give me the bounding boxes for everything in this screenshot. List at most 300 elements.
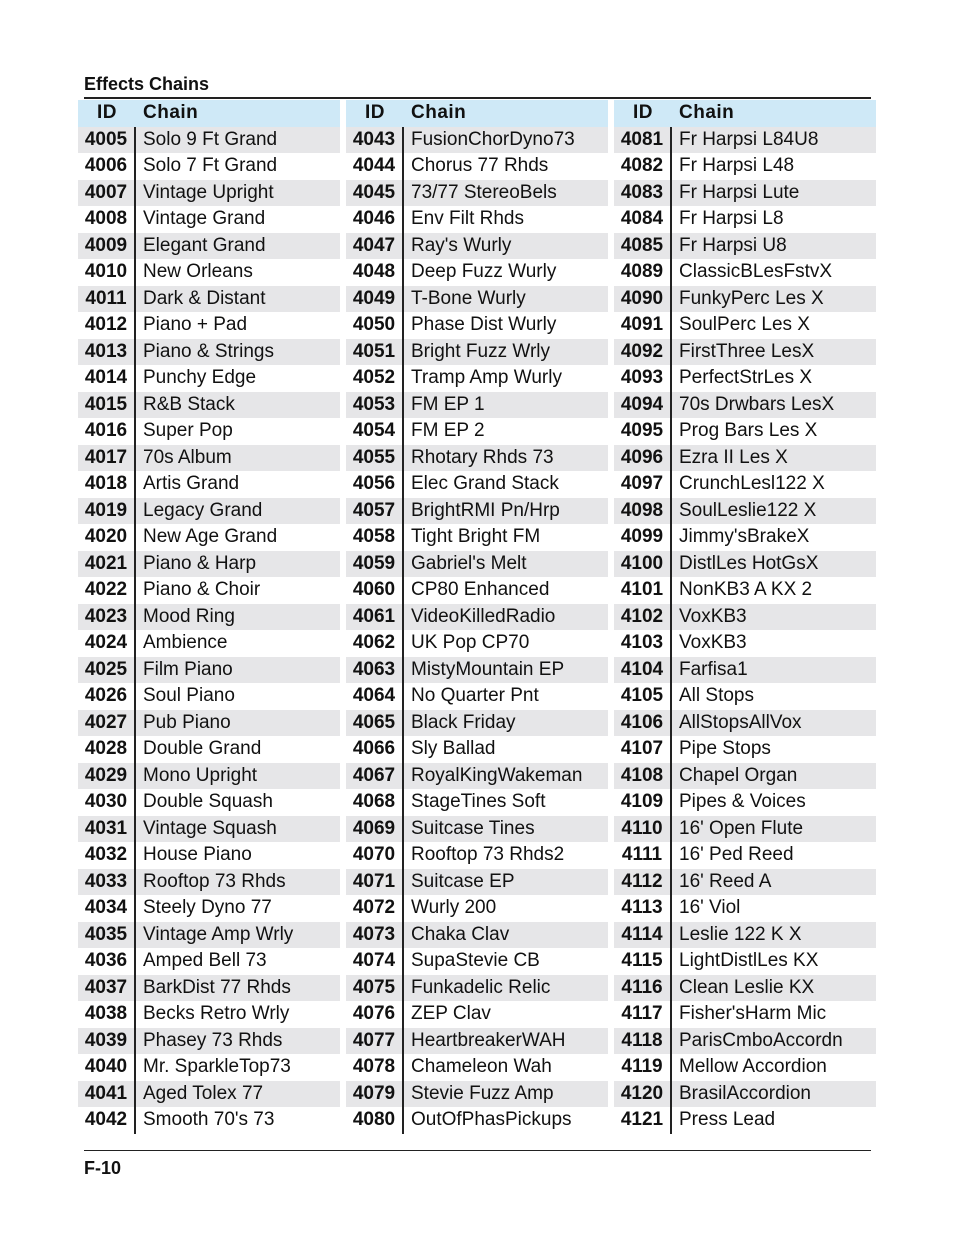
table-row [346, 948, 608, 975]
table-row [346, 286, 608, 313]
table-row [614, 206, 876, 233]
chain-name: Clean Leslie KX [679, 976, 815, 998]
chain-name: AllStopsAllVox [679, 711, 802, 733]
table-row [346, 1081, 608, 1108]
chain-name: Env Filt Rhds [411, 208, 524, 229]
chain-id: 4034 [78, 895, 136, 922]
table-row [78, 763, 340, 790]
table-row [346, 789, 608, 816]
table-row [78, 445, 340, 472]
table-row [614, 736, 876, 763]
table-row [78, 524, 340, 551]
chain-name: Phase Dist Wurly [411, 314, 557, 335]
table-row [346, 1001, 608, 1028]
chain-id: 4033 [78, 869, 136, 896]
chain-id: 4074 [346, 948, 404, 975]
chain-id: 4007 [78, 180, 136, 207]
chain-id: 4083 [614, 180, 672, 207]
table-header-row [346, 100, 608, 127]
table-row [614, 577, 876, 604]
chain-id: 4071 [346, 869, 404, 896]
table-row [346, 206, 608, 233]
chain-id: 4026 [78, 683, 136, 710]
chain-id: 4116 [614, 975, 672, 1002]
section-title: Effects Chains [84, 74, 210, 94]
chain-name: New Age Grand [143, 526, 278, 547]
chain-name: Piano & Harp [143, 552, 257, 574]
chain-id: 4103 [614, 630, 672, 657]
chain-name: Rhotary Rhds 73 [411, 446, 554, 468]
chain-name: 73/77 StereoBels [411, 181, 557, 203]
chain-name: Piano + Pad [143, 314, 248, 335]
chain-id: 4091 [614, 312, 672, 339]
chain-id: 4058 [346, 524, 404, 551]
chain-name: 70s Album [143, 446, 232, 468]
chain-name: Rooftop 73 Rhds [143, 870, 286, 892]
table-row [78, 948, 340, 975]
chain-name: SupaStevie CB [411, 950, 540, 971]
bottom-divider [84, 1150, 871, 1151]
chain-id: 4056 [346, 471, 404, 498]
table-row [614, 869, 876, 896]
table-row [78, 895, 340, 922]
chain-name: OutOfPhasPickups [411, 1109, 572, 1130]
chain-id: 4057 [346, 498, 404, 525]
chain-id: 4066 [346, 736, 404, 763]
table-row [78, 233, 340, 260]
chain-id: 4006 [78, 153, 136, 180]
chain-name: LightDistlLes KX [679, 950, 819, 971]
table-row [346, 1054, 608, 1081]
table-row [614, 259, 876, 286]
chain-name: Soul Piano [143, 685, 235, 706]
chain-id: 4082 [614, 153, 672, 180]
table-row [78, 286, 340, 313]
chain-id: 4041 [78, 1081, 136, 1108]
chain-id: 4067 [346, 763, 404, 790]
chain-name: FirstThree LesX [679, 340, 815, 362]
chain-id: 4076 [346, 1001, 404, 1028]
chain-id: 4030 [78, 789, 136, 816]
chain-name: Pipe Stops [679, 738, 771, 759]
chain-id: 4037 [78, 975, 136, 1002]
chain-name: Vintage Amp Wrly [143, 923, 294, 945]
chain-name: Amped Bell 73 [143, 950, 267, 971]
chain-id: 4047 [346, 233, 404, 260]
chain-id: 4079 [346, 1081, 404, 1108]
table-header-row [614, 100, 876, 127]
table-column-2 [346, 100, 608, 1134]
chain-name: Super Pop [143, 420, 233, 441]
chain-id: 4031 [78, 816, 136, 843]
chain-id: 4017 [78, 445, 136, 472]
chain-name: Mood Ring [143, 605, 235, 627]
chain-id: 4099 [614, 524, 672, 551]
chain-id: 4036 [78, 948, 136, 975]
table-row [78, 710, 340, 737]
table-row [78, 816, 340, 843]
table-row [614, 683, 876, 710]
chain-id: 4078 [346, 1054, 404, 1081]
chain-name: Wurly 200 [411, 897, 497, 918]
chain-id: 4063 [346, 657, 404, 684]
chain-id: 4105 [614, 683, 672, 710]
chain-name: Smooth 70's 73 [143, 1109, 275, 1130]
table-row [346, 233, 608, 260]
header-chain: Chain [411, 102, 467, 123]
chain-name: FM EP 2 [411, 420, 485, 441]
table-row [78, 259, 340, 286]
chain-name: Black Friday [411, 711, 516, 733]
chain-name: CrunchLesl122 X [679, 473, 825, 494]
table-row [346, 1107, 608, 1134]
table-row [78, 180, 340, 207]
chain-name: Mr. SparkleTop73 [143, 1056, 291, 1077]
chain-id: 4069 [346, 816, 404, 843]
table-row [614, 471, 876, 498]
chain-name: Jimmy'sBrakeX [679, 526, 810, 547]
chain-id: 4054 [346, 418, 404, 445]
chain-name: PerfectStrLes X [679, 367, 813, 388]
table-row [346, 312, 608, 339]
table-row [346, 524, 608, 551]
table-row [78, 975, 340, 1002]
table-row [346, 736, 608, 763]
table-row [78, 498, 340, 525]
table-header-row [78, 100, 340, 127]
table-row [346, 180, 608, 207]
chain-name: Chorus 77 Rhds [411, 155, 549, 176]
chain-name: 16' Viol [679, 897, 741, 918]
chain-name: Phasey 73 Rhds [143, 1029, 283, 1051]
chain-id: 4073 [346, 922, 404, 949]
table-row [78, 1081, 340, 1108]
table-row [614, 498, 876, 525]
chain-name: Leslie 122 K X [679, 923, 802, 945]
table-row [78, 789, 340, 816]
chain-id: 4084 [614, 206, 672, 233]
chain-name: Dark & Distant [143, 287, 266, 309]
table-row [614, 922, 876, 949]
chain-id: 4093 [614, 365, 672, 392]
table-row [78, 577, 340, 604]
chain-id: 4085 [614, 233, 672, 260]
chain-name: Farfisa1 [679, 658, 748, 680]
effects-chains-table [78, 100, 876, 1134]
chain-id: 4053 [346, 392, 404, 419]
table-row [78, 418, 340, 445]
table-row [346, 1028, 608, 1055]
table-row [614, 524, 876, 551]
table-row [346, 445, 608, 472]
chain-name: Suitcase Tines [411, 817, 535, 839]
table-row [346, 392, 608, 419]
chain-name: 16' Reed A [679, 870, 772, 892]
chain-id: 4020 [78, 524, 136, 551]
table-row [614, 604, 876, 631]
table-row [346, 577, 608, 604]
chain-name: Ambience [143, 632, 228, 653]
chain-id: 4120 [614, 1081, 672, 1108]
page-number: F-10 [84, 1158, 122, 1178]
chain-name: Steely Dyno 77 [143, 897, 272, 918]
chain-id: 4012 [78, 312, 136, 339]
chain-name: Piano & Choir [143, 579, 261, 600]
chain-name: Fr Harpsi L48 [679, 155, 795, 176]
chain-id: 4109 [614, 789, 672, 816]
table-row [614, 551, 876, 578]
chain-name: Fisher'sHarm Mic [679, 1003, 827, 1024]
chain-id: 4094 [614, 392, 672, 419]
chain-name: Chameleon Wah [411, 1056, 552, 1077]
chain-name: Chapel Organ [679, 764, 798, 786]
chain-id: 4098 [614, 498, 672, 525]
chain-name: ParisCmboAccordn [679, 1029, 843, 1051]
chain-name: Bright Fuzz Wrly [411, 340, 551, 362]
table-row [614, 392, 876, 419]
table-row [78, 551, 340, 578]
table-row [614, 789, 876, 816]
table-row [614, 233, 876, 260]
chain-name: No Quarter Pnt [411, 685, 539, 706]
table-row [78, 312, 340, 339]
chain-name: Pipes & Voices [679, 791, 806, 812]
chain-id: 4038 [78, 1001, 136, 1028]
chain-id: 4008 [78, 206, 136, 233]
table-row [614, 975, 876, 1002]
chain-name: Tight Bright FM [411, 526, 541, 547]
table-row [614, 445, 876, 472]
chain-name: DistlLes HotGsX [679, 552, 819, 574]
table-row [346, 471, 608, 498]
table-row [346, 127, 608, 154]
chain-id: 4044 [346, 153, 404, 180]
chain-name: Gabriel's Melt [411, 552, 527, 574]
chain-id: 4018 [78, 471, 136, 498]
table-row [346, 922, 608, 949]
chain-name: 16' Ped Reed [679, 844, 794, 865]
chain-id: 4106 [614, 710, 672, 737]
table-row [614, 948, 876, 975]
chain-id: 4045 [346, 180, 404, 207]
chain-name: Sly Ballad [411, 738, 496, 759]
table-row [614, 339, 876, 366]
table-row [78, 683, 340, 710]
table-row [346, 551, 608, 578]
chain-id: 4050 [346, 312, 404, 339]
chain-name: Solo 9 Ft Grand [143, 128, 278, 150]
chain-name: FM EP 1 [411, 393, 485, 415]
table-row [78, 206, 340, 233]
chain-id: 4043 [346, 127, 404, 154]
table-row [346, 895, 608, 922]
table-row [78, 1001, 340, 1028]
chain-name: UK Pop CP70 [411, 632, 530, 653]
chain-name: T-Bone Wurly [411, 287, 526, 309]
table-row [614, 312, 876, 339]
table-row [614, 1054, 876, 1081]
table-row [614, 1107, 876, 1134]
chain-name: Aged Tolex 77 [143, 1082, 264, 1104]
chain-name: Mellow Accordion [679, 1056, 827, 1077]
chain-name: Double Grand [143, 738, 262, 759]
chain-name: VideoKilledRadio [411, 605, 556, 627]
table-row [614, 895, 876, 922]
chain-name: 70s Drwbars LesX [679, 393, 835, 415]
chain-name: Prog Bars Les X [679, 420, 818, 441]
table-row [614, 127, 876, 154]
chain-id: 4009 [78, 233, 136, 260]
chain-name: Ray's Wurly [411, 234, 512, 256]
chain-id: 4046 [346, 206, 404, 233]
chain-name: Fr Harpsi Lute [679, 181, 800, 203]
header-id: ID [365, 102, 385, 123]
table-row [346, 153, 608, 180]
chain-name: SoulPerc Les X [679, 314, 810, 335]
chain-name: Suitcase EP [411, 870, 515, 892]
chain-name: Tramp Amp Wurly [411, 367, 562, 388]
chain-id: 4090 [614, 286, 672, 313]
header-chain: Chain [143, 102, 199, 123]
chain-name: Press Lead [679, 1109, 776, 1130]
chain-name: Elegant Grand [143, 234, 266, 256]
chain-id: 4049 [346, 286, 404, 313]
chain-id: 4118 [614, 1028, 672, 1055]
chain-id: 4055 [346, 445, 404, 472]
chain-name: Solo 7 Ft Grand [143, 155, 278, 176]
chain-id: 4040 [78, 1054, 136, 1081]
chain-id: 4080 [346, 1107, 404, 1134]
table-row [614, 180, 876, 207]
table-row [78, 153, 340, 180]
table-row [346, 259, 608, 286]
chain-id: 4096 [614, 445, 672, 472]
table-row [614, 630, 876, 657]
chain-id: 4061 [346, 604, 404, 631]
table-row [346, 657, 608, 684]
chain-name: FunkyPerc Les X [679, 287, 824, 309]
chain-name: All Stops [679, 685, 754, 706]
chain-id: 4114 [614, 922, 672, 949]
table-row [346, 683, 608, 710]
chain-id: 4104 [614, 657, 672, 684]
chain-name: Fr Harpsi U8 [679, 234, 787, 256]
table-row [346, 975, 608, 1002]
table-row [346, 418, 608, 445]
table-row [346, 710, 608, 737]
chain-name: Double Squash [143, 791, 273, 812]
chain-id: 4027 [78, 710, 136, 737]
chain-name: BrightRMI Pn/Hrp [411, 499, 560, 521]
chain-id: 4089 [614, 259, 672, 286]
chain-name: Film Piano [143, 658, 233, 680]
table-row [614, 153, 876, 180]
chain-id: 4013 [78, 339, 136, 366]
chain-id: 4107 [614, 736, 672, 763]
chain-id: 4111 [614, 842, 672, 869]
table-row [614, 710, 876, 737]
chain-name: BrasilAccordion [679, 1082, 811, 1104]
chain-name: Pub Piano [143, 711, 231, 733]
table-row [614, 842, 876, 869]
chain-name: SoulLeslie122 X [679, 499, 817, 521]
table-row [78, 736, 340, 763]
chain-id: 4072 [346, 895, 404, 922]
table-row [78, 922, 340, 949]
table-row [78, 365, 340, 392]
chain-id: 4097 [614, 471, 672, 498]
chain-id: 4060 [346, 577, 404, 604]
chain-name: StageTines Soft [411, 791, 546, 812]
chain-name: Deep Fuzz Wurly [411, 261, 557, 282]
table-row [614, 365, 876, 392]
chain-name: BarkDist 77 Rhds [143, 976, 291, 998]
header-chain: Chain [679, 102, 735, 123]
chain-id: 4005 [78, 127, 136, 154]
chain-id: 4014 [78, 365, 136, 392]
chain-name: HeartbreakerWAH [411, 1029, 566, 1051]
table-row [346, 763, 608, 790]
top-divider [84, 97, 871, 99]
chain-name: Becks Retro Wrly [143, 1003, 290, 1024]
chain-name: FusionChorDyno73 [411, 128, 575, 150]
chain-name: House Piano [143, 844, 252, 865]
chain-name: Vintage Squash [143, 817, 277, 839]
chain-name: Mono Upright [143, 764, 258, 786]
chain-id: 4102 [614, 604, 672, 631]
table-row [346, 365, 608, 392]
chain-id: 4065 [346, 710, 404, 737]
table-row [78, 392, 340, 419]
chain-name: Fr Harpsi L84U8 [679, 128, 819, 150]
chain-name: Fr Harpsi L8 [679, 208, 784, 229]
chain-id: 4064 [346, 683, 404, 710]
table-row [614, 657, 876, 684]
chain-name: Ezra II Les X [679, 446, 788, 468]
chain-id: 4048 [346, 259, 404, 286]
chain-id: 4010 [78, 259, 136, 286]
chain-id: 4023 [78, 604, 136, 631]
chain-id: 4092 [614, 339, 672, 366]
table-row [614, 286, 876, 313]
chain-id: 4108 [614, 763, 672, 790]
chain-name: Artis Grand [143, 473, 240, 494]
chain-id: 4077 [346, 1028, 404, 1055]
chain-id: 4028 [78, 736, 136, 763]
chain-id: 4015 [78, 392, 136, 419]
table-row [614, 418, 876, 445]
chain-name: Elec Grand Stack [411, 473, 559, 494]
chain-id: 4016 [78, 418, 136, 445]
chain-id: 4024 [78, 630, 136, 657]
chain-name: ZEP Clav [411, 1003, 491, 1024]
table-row [78, 1107, 340, 1134]
chain-id: 4051 [346, 339, 404, 366]
chain-id: 4062 [346, 630, 404, 657]
chain-name: RoyalKingWakeman [411, 764, 583, 786]
header-id: ID [97, 102, 117, 123]
chain-id: 4011 [78, 286, 136, 313]
chain-name: Vintage Grand [143, 208, 266, 229]
table-row [78, 1028, 340, 1055]
chain-id: 4025 [78, 657, 136, 684]
chain-id: 4032 [78, 842, 136, 869]
table-row [614, 1081, 876, 1108]
table-row [346, 816, 608, 843]
chain-name: Chaka Clav [411, 923, 510, 945]
chain-id: 4095 [614, 418, 672, 445]
table-row [78, 869, 340, 896]
